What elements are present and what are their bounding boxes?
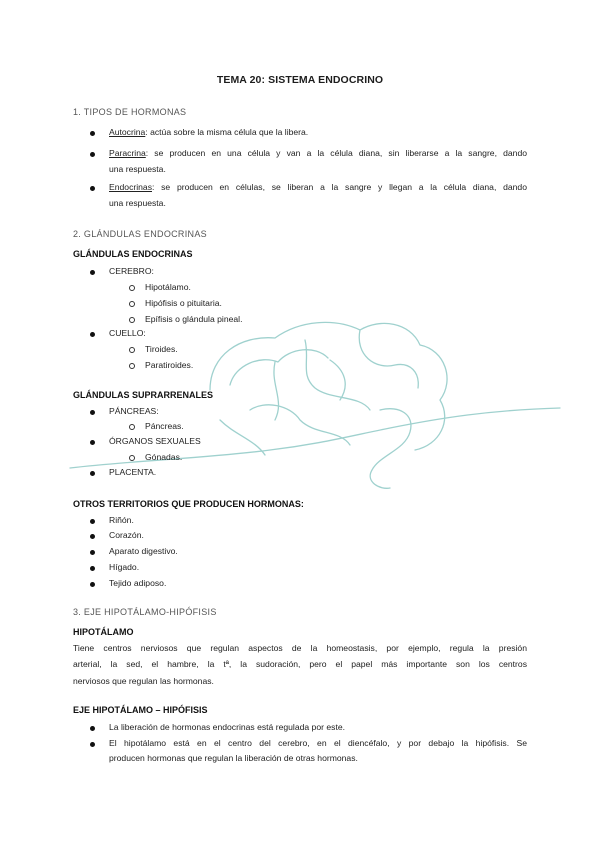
list-item: Gónadas. [145,452,183,462]
item-text: : se producen en una célula y van a la célula diana, sin liberarse a la sangre, dando [145,148,527,158]
paragraph-line: arterial, la sed, el hambre, la tª, la sudoración, pero el papel más importante son los centros [73,659,527,669]
term-endocrinas: Endocrinas [109,182,152,192]
eje-title: EJE HIPOTÁLAMO – HIPÓFISIS [73,705,208,715]
paragraph-line: nerviosos que regulan las hormonas. [73,676,214,686]
list-item [109,182,527,192]
section-3-heading: 3. EJE HIPOTÁLAMO-HIPÓFISIS [73,607,217,617]
list-item: Aparato digestivo. [109,546,178,556]
term-paracrina: Paracrina [109,148,146,158]
list-item: Hígado. [109,562,140,572]
list-item: Tejido adiposo. [109,578,167,588]
glandulas-endocrinas-title: GLÁNDULAS ENDOCRINAS [73,249,193,259]
list-item: Corazón. [109,530,144,540]
cerebro-label: CEREBRO: [109,266,154,276]
list-item: Hipotálamo. [145,282,191,292]
paragraph-line: Tiene centros nerviosos que regulan aspectos de la homeostasis, por ejemplo, regula la presión [73,643,527,653]
placenta-label: PLACENTA. [109,467,157,477]
item-continuation: producen hormonas que regulan la liberación de otras hormonas. [109,753,358,763]
section-2-heading: 2. GLÁNDULAS ENDOCRINAS [73,229,207,239]
list-item [109,148,527,158]
pancreas-label: PÁNCREAS: [109,406,159,416]
term-autocrina: Autocrina [109,127,146,137]
item-continuation: una respuesta. [109,164,166,174]
hipotalamo-title: HIPOTÁLAMO [73,627,134,637]
cuello-label: CUELLO: [109,328,146,338]
list-item: Hipófisis o pituitaria. [145,298,222,308]
glandulas-suprarrenales-title: GLÁNDULAS SUPRARRENALES [73,390,214,400]
page-title: TEMA 20: SISTEMA ENDOCRINO [216,74,384,86]
list-item: El hipotálamo está en el centro del cerebro, en el diencéfalo, y por debajo la hipófisis. Se [109,738,527,748]
item-continuation: una respuesta. [109,198,166,208]
list-item: Riñón. [109,515,134,525]
list-item: Paratiroides. [145,360,194,370]
list-item: Epífisis o glándula pineal. [145,314,243,324]
organos-sexuales-label: ÓRGANOS SEXUALES [109,436,201,446]
list-item: La liberación de hormonas endocrinas está regulada por este. [109,722,346,732]
list-item [109,127,308,137]
otros-territorios-title: OTROS TERRITORIOS QUE PRODUCEN HORMONAS: [73,499,304,509]
section-1-heading: 1. TIPOS DE HORMONAS [73,107,187,117]
list-item: Tiroides. [145,344,178,354]
item-text: : se producen en células, se liberan a la sangre y llegan a la célula diana, dando [152,182,527,192]
list-item: Páncreas. [145,421,184,431]
item-text: : actúa sobre la misma célula que la libera. [145,127,309,137]
